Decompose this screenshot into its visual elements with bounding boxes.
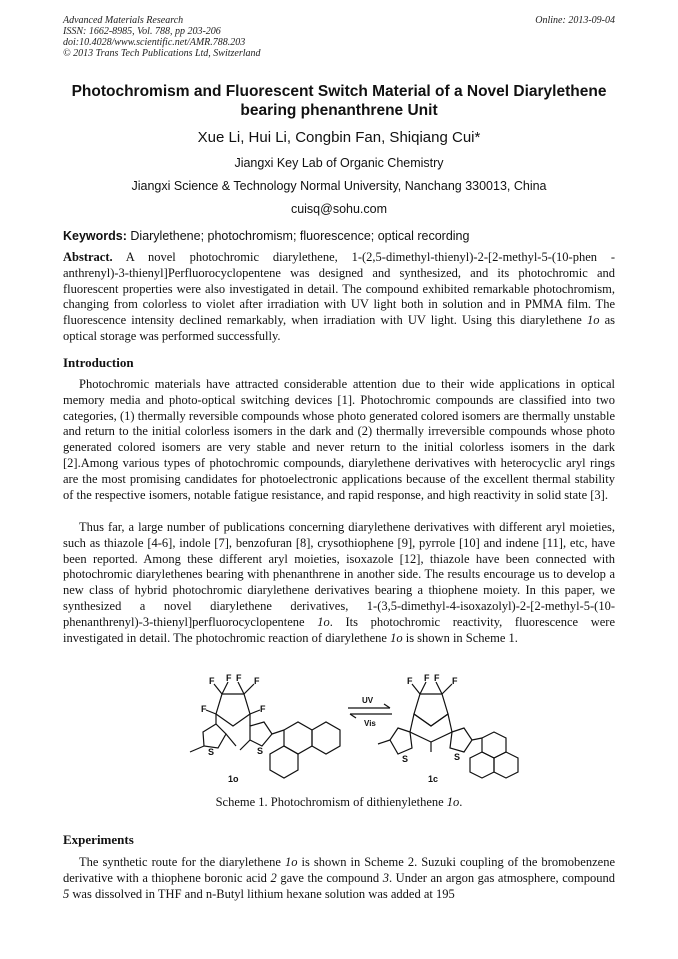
thiophene-ring-left <box>203 724 226 748</box>
phenanthrene-ring-a <box>284 722 312 754</box>
abstract-label: Abstract. <box>63 250 113 264</box>
exp-text-5: was dissolved in THF and n-Butyl lithium hexane solution was added at 195 <box>72 886 455 901</box>
author-email: cuisq@sohu.com <box>290 202 388 216</box>
vis-arrow-label: Vis <box>364 719 376 728</box>
scheme-caption <box>0 795 678 810</box>
thiophene-ring-right <box>250 722 272 746</box>
title-line-1: Photochromism and Fluorescent Switch Material of a Novel Diarylethene <box>71 83 607 100</box>
scheme-1-figure <box>160 672 520 790</box>
sulfur-atom: S <box>257 746 264 756</box>
uv-arrow-label: UV <box>362 696 374 705</box>
authors: Xue Li, Hui Li, Congbin Fan, Shiqiang Cui* <box>197 129 481 146</box>
phenanthrene-ring-b <box>312 722 340 754</box>
compound-ref: 1o <box>284 855 298 869</box>
phenanthrene-ring-f <box>494 752 518 778</box>
sulfur-atom: S <box>402 754 409 764</box>
compound-ref: 1o <box>317 614 330 629</box>
compound-label-open: 1o <box>228 774 239 784</box>
fluorine-atom: F <box>260 704 266 714</box>
exp-text: The synthetic route for the diarylethene <box>79 855 281 869</box>
fluorine-atom: F <box>226 673 232 683</box>
intro-p2-text-2: . Its photochromic reactivity, fluorescence were investigated in detail. The photochromic reaction of diarylethene <box>63 614 615 645</box>
fluorine-atom: F <box>254 676 260 686</box>
abstract-text: A novel photochromic diarylethene, 1-(2,5-dimethyl-thienyl)-2-[2-methyl-5-(10-phen -anthrenyl)-3-thienyl]Perfluorocyclopentene was designed and synthesized, and its photochromic and fluorescent properties were also investigated in detail. The compound exhibited remarkable photochromism, changing from colorless to violet after irradiation with UV light both in solution and in PMMA film. The fluorescence intensity declined remarkably, when irradiation with UV light. Using this diarylethene <box>63 250 615 328</box>
compound-ref: 5 <box>63 886 70 901</box>
fluorine-atom: F <box>209 676 215 686</box>
issn: ISSN: 1662-8985, Vol. 788, pp 203-206 <box>63 26 221 37</box>
thiophene-ring-closed-right <box>450 728 472 752</box>
journal-name: Advanced Materials Research <box>63 15 184 26</box>
perfluorocyclopentene-ring-open <box>216 694 250 726</box>
caption-text: Scheme 1. Photochromism of dithienylethene <box>215 795 444 809</box>
online-date: Online: 2013-09-04 <box>535 15 615 26</box>
section-heading-introduction: Introduction <box>63 355 134 370</box>
phenanthrene-ring-c <box>270 746 298 778</box>
keywords-label: Keywords: <box>63 229 127 243</box>
keywords-text: Diarylethene; photochromism; fluorescence; optical recording <box>130 229 470 243</box>
section-heading-experiments: Experiments <box>63 832 134 847</box>
compound-ref: 3 <box>382 870 389 885</box>
experiments-paragraph-1 <box>63 855 615 902</box>
sulfur-atom: S <box>454 752 461 762</box>
intro-p2-text: Thus far, a large number of publications concerning diarylethene derivatives with different aryl moieties, such as thiazole [4-6], indole [7], benzofuran [8], crysothiophene [9], pyrrole [10] and indene [11], etc, have been reported. Among these different aryl moieties, isoxazole [12], thiazole have been connected with photochromic diarylethenes bearing with phenanthrene in another side. The results encourage us to develop a new class of hybrid photochromic diarylethene derivatives bearing a thiophene moiety. In this paper, we synthesized a novel diarylethene derivatives, 1-(3,5-dimethyl-4-isoxazolyl)-2-[2-methyl-5-(10-phenanthrenyl)-3-thienyl]perfluorocyclopentene <box>63 520 615 629</box>
fluorine-atom: F <box>452 676 458 686</box>
compound-ref: 1o <box>586 313 600 328</box>
affiliation-lab: Jiangxi Key Lab of Organic Chemistry <box>234 156 444 170</box>
affiliation-university: Jiangxi Science & Technology Normal University, Nanchang 330013, China <box>131 179 547 193</box>
compound-ref: 1o <box>446 795 460 809</box>
fluorine-atom: F <box>201 704 207 714</box>
keywords <box>63 229 615 243</box>
thiophene-ring-closed-left <box>390 728 412 754</box>
doi: doi:10.4028/www.scientific.net/AMR.788.203 <box>63 37 246 48</box>
paper-title <box>40 82 638 120</box>
abstract <box>63 250 615 345</box>
fluorine-atom: F <box>407 676 413 686</box>
intro-p2-text-3: is shown in Scheme 1. <box>405 630 518 645</box>
compound-ref: 2 <box>270 870 277 885</box>
phenanthrene-ring-e <box>470 752 494 778</box>
sulfur-atom: S <box>208 747 215 757</box>
exp-text-3: gave the compound <box>280 870 380 885</box>
perfluorocyclopentene-ring-closed <box>414 694 448 726</box>
journal-header <box>63 15 615 59</box>
fluorine-atom: F <box>424 673 430 683</box>
hexatriene-ring-closed <box>410 714 452 742</box>
exp-text-2: is shown in Scheme 2. Suzuki coupling of the bromobenzene derivative with a thiophene boronic acid <box>63 855 615 885</box>
caption-end: . <box>459 795 463 809</box>
exp-text-4: . Under an argon gas atmosphere, compound <box>388 870 616 885</box>
intro-paragraph-1: Photochromic materials have attracted considerable attention due to their wide applications in optical memory media and photo-optical switching devices [1]. Photochromic compounds are classified into two categories, (1) thermally reversible compounds whose photo generated colored isomers are thermally unstable and return to the initial colorless isomers in the dark and (2) thermally irreversible compounds whose photo generated colored isomers are very stable and never return to the initial colorless isomers in the dark [2].Among various types of photochromic compounds, diarylethene derivatives with heterocyclic aryl rings are the most promising candidates for photoelectronic applications because of the excellent thermal stability of the respective isomers, notable fatigue resistance, and rapid response, and high reactivity in solid state [3]. <box>63 377 615 502</box>
compound-ref: 1o <box>390 630 403 645</box>
fluorine-atom: F <box>434 673 440 683</box>
compound-label-closed: 1c <box>428 774 439 784</box>
copyright: © 2013 Trans Tech Publications Ltd, Switzerland <box>63 48 261 59</box>
fluorine-atom: F <box>236 673 242 683</box>
intro-paragraph-2 <box>63 520 615 646</box>
title-line-2: bearing phenanthrene Unit <box>240 102 438 119</box>
abstract-text-end: as optical storage was performed successfully. <box>63 313 615 343</box>
